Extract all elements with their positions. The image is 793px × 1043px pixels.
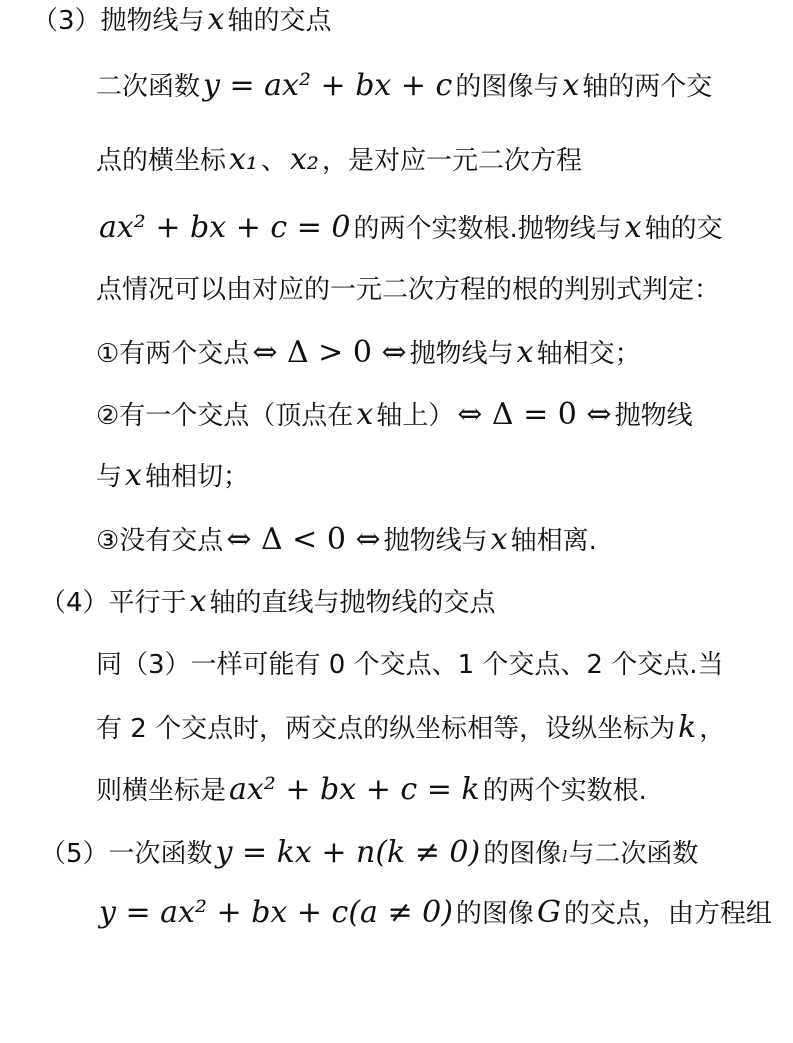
paragraph-line [96,645,724,685]
math-var: x₂ [289,142,319,177]
text: 轴相离. [510,526,597,556]
math-expression: ⇔ Δ = 0 ⇔ [457,397,612,432]
math-var: x [207,2,225,37]
math-expression: y = kx + n(k ≠ 0) [215,835,481,870]
text: 同（3）一样可能有 0 个交点、1 个交点、2 个交点.当 [96,650,724,680]
text: 与二次函数 [568,839,699,869]
paragraph-line [96,270,720,310]
text: 的交点，由方程组 [563,899,772,929]
text: ，是对应一元二次方程 [321,146,582,176]
math-expression: y = ax² + bx + c [203,68,453,103]
text: （5）一次函数 [40,839,213,869]
text: （4）平行于 [40,588,187,618]
text: 抛物线与 [383,526,488,556]
math-var: x [125,458,142,493]
math-var: x [356,397,374,432]
text: 的两个实数根.抛物线与 [353,214,622,244]
math-var: x [189,584,207,619]
math-var: x [516,335,534,370]
text: 轴上） [376,401,455,431]
text: 与 [96,462,123,492]
paragraph-line [96,893,772,934]
text: 轴的交点 [227,6,332,36]
section-3-heading [32,0,331,41]
list-item [96,520,597,561]
text: 点的横坐标 [96,146,227,176]
paragraph-line [96,708,725,749]
text: 二次函数 [96,72,201,102]
math-var: x [624,210,642,245]
text: （3）抛物线与 [32,6,205,36]
text: 轴的交 [644,214,723,244]
math-expression: ⇔ Δ < 0 ⇔ [226,522,381,557]
math-expression: ⇔ Δ > 0 ⇔ [252,335,407,370]
text: 的图像 [455,899,534,929]
text: 的两个实数根. [482,776,647,806]
math-expression: ax² + bx + c = 0 [99,210,351,245]
text: 抛物线与 [409,339,514,369]
paragraph-line [96,208,723,249]
paragraph-line [96,140,582,181]
text: 抛物线 [614,401,693,431]
math-expression: y = ax² + bx + c(a ≠ 0) [99,895,453,930]
text: 轴相交； [536,339,641,369]
math-expression: ax² + bx + c = k [229,772,480,807]
text: ， [699,714,726,744]
text: 有 2 个交点时，两交点的纵坐标相等，设纵坐标为 [96,714,676,744]
text: 轴相切； [144,462,249,492]
paragraph-line [96,770,647,811]
text: 点情况可以由对应的一元二次方程的根的判别式判定： [96,275,721,305]
text: 则横坐标是 [96,776,227,806]
section-4-heading [40,582,495,623]
text: 轴的直线与抛物线的交点 [209,588,496,618]
math-var: x [562,68,580,103]
text: 的图像 [483,839,562,869]
text: ①有两个交点 [96,339,250,369]
math-var: k [678,710,697,745]
math-var: x [490,522,508,557]
text: ③没有交点 [96,526,224,556]
math-var: l [562,847,568,866]
text: 的图像与 [455,72,560,102]
list-item-continuation [96,456,249,497]
section-5-heading [40,833,698,877]
math-var: G [536,895,561,930]
paragraph-line [96,66,712,107]
list-item [96,333,641,374]
math-var: x₁ [229,142,258,177]
list-item [96,395,693,436]
text: 轴的两个交 [582,72,713,102]
text: 、 [260,146,287,176]
text: ②有一个交点（顶点在 [96,401,354,431]
